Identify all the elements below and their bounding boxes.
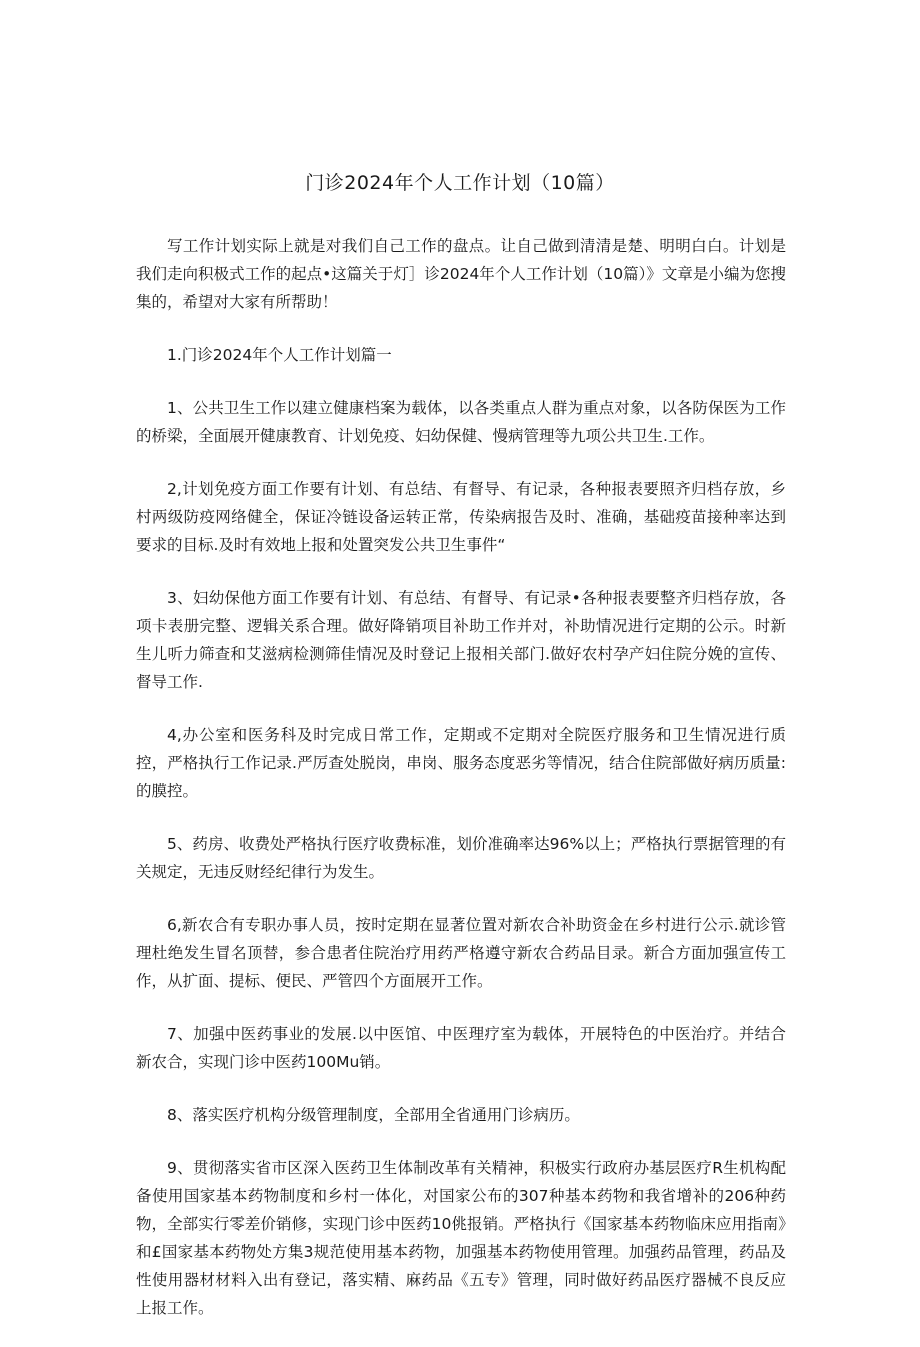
paragraph-item-9: 9、贯彻落实省市区深入医药卫生体制改革有关精神，积极实行政府办基层医疗R生机构配备使用国家基本药物制度和乡村一体化，对国家公布的307种基本药物和我省增补的206种药物，全部实行零差价销修，实现门诊中医药10佻报销。严格执行《国家基本药物临床应用指南》和£国家基本药物处方集3规范使用基本药物，加强基本药物使用管理。加强药品管理，药品及性使用器材材料入出有登记，落实精、麻药品《五专》管理，同时做好药品医疗器械不良反应上报工作。 [136,1159,786,1317]
paragraph-item-3: 3、妇幼保他方面工作要有计划、有总结、有督导、有记录•各种报表要整齐归档存放，各项卡表册完整、逻辑关系合理。做好降销项目补助工作并对，补助情况进行定期的公示。时新生儿听力筛查和艾滋病检测筛佳情况及时登记上报相关部门.做好农村孕产妇住院分娩的宣传、督导工作. [136,589,786,691]
paragraph-item-8: 8、落实医疗机构分级管理制度，全部用全省通用门诊病历。 [167,1106,580,1124]
paragraph-item-1: 1、公共卫生工作以建立健康档案为载体，以各类重点人群为重点对象，以各防保医为工作的桥梁，全面展开健康教育、计划免疫、妇幼保健、慢病管理等九项公共卫生.工作。 [136,399,786,445]
paragraph-item-5: 5、药房、收费处严格执行医疗收费标准，划价准确率达96%以上；严格执行票据管理的有关规定，无违反财经纪律行为发生。 [136,835,786,881]
document-title: 门诊2024年个人工作计划（10篇） [305,172,615,194]
section-heading: 1.门诊2024年个人工作计划篇一 [167,346,392,364]
paragraph-item-2: 2,计划免疫方面工作要有计划、有总结、有督导、有记录，各种报表要照齐归档存放，乡村两级防疫网络健全，保证冷链设备运转正常，传染病报告及时、准确，基础疫苗接种率达到要求的目标.及时有效地上报和处置突发公共卫生事件“ [136,480,786,554]
paragraph-item-7: 7、加强中医药事业的发展.以中医馆、中医理疗室为载体，开展特色的中医治疗。并结合新农合，实现门诊中医药100Mu销。 [136,1025,786,1071]
paragraph-item-6: 6,新农合有专职办事人员，按时定期在显著位置对新农合补助资金在乡村进行公示.就诊管理杜绝发生冒名顶替，参合患者住院治疗用药严格遵守新农合药品目录。新合方面加强宣传工作，从扩面、提标、便民、严管四个方面展开工作。 [136,916,786,990]
intro-paragraph: 写工作计划实际上就是对我们自己工作的盘点。让自己做到清清是楚、明明白白。计划是我们走向积极式工作的起点•这篇关于灯］诊2024年个人工作计划（10篇）》文章是小编为您搜集的，希望对大家有所帮助！ [136,237,786,311]
document-body [136,232,786,1347]
paragraph-item-4: 4,办公室和医务科及时完成日常工作，定期或不定期对全院医疗服务和卫生情况进行质控，严格执行工作记录.严厉查处脱岗，串岗、服务态度恶劣等情况，结合住院部做好病历质量:的膜控。 [136,726,786,800]
